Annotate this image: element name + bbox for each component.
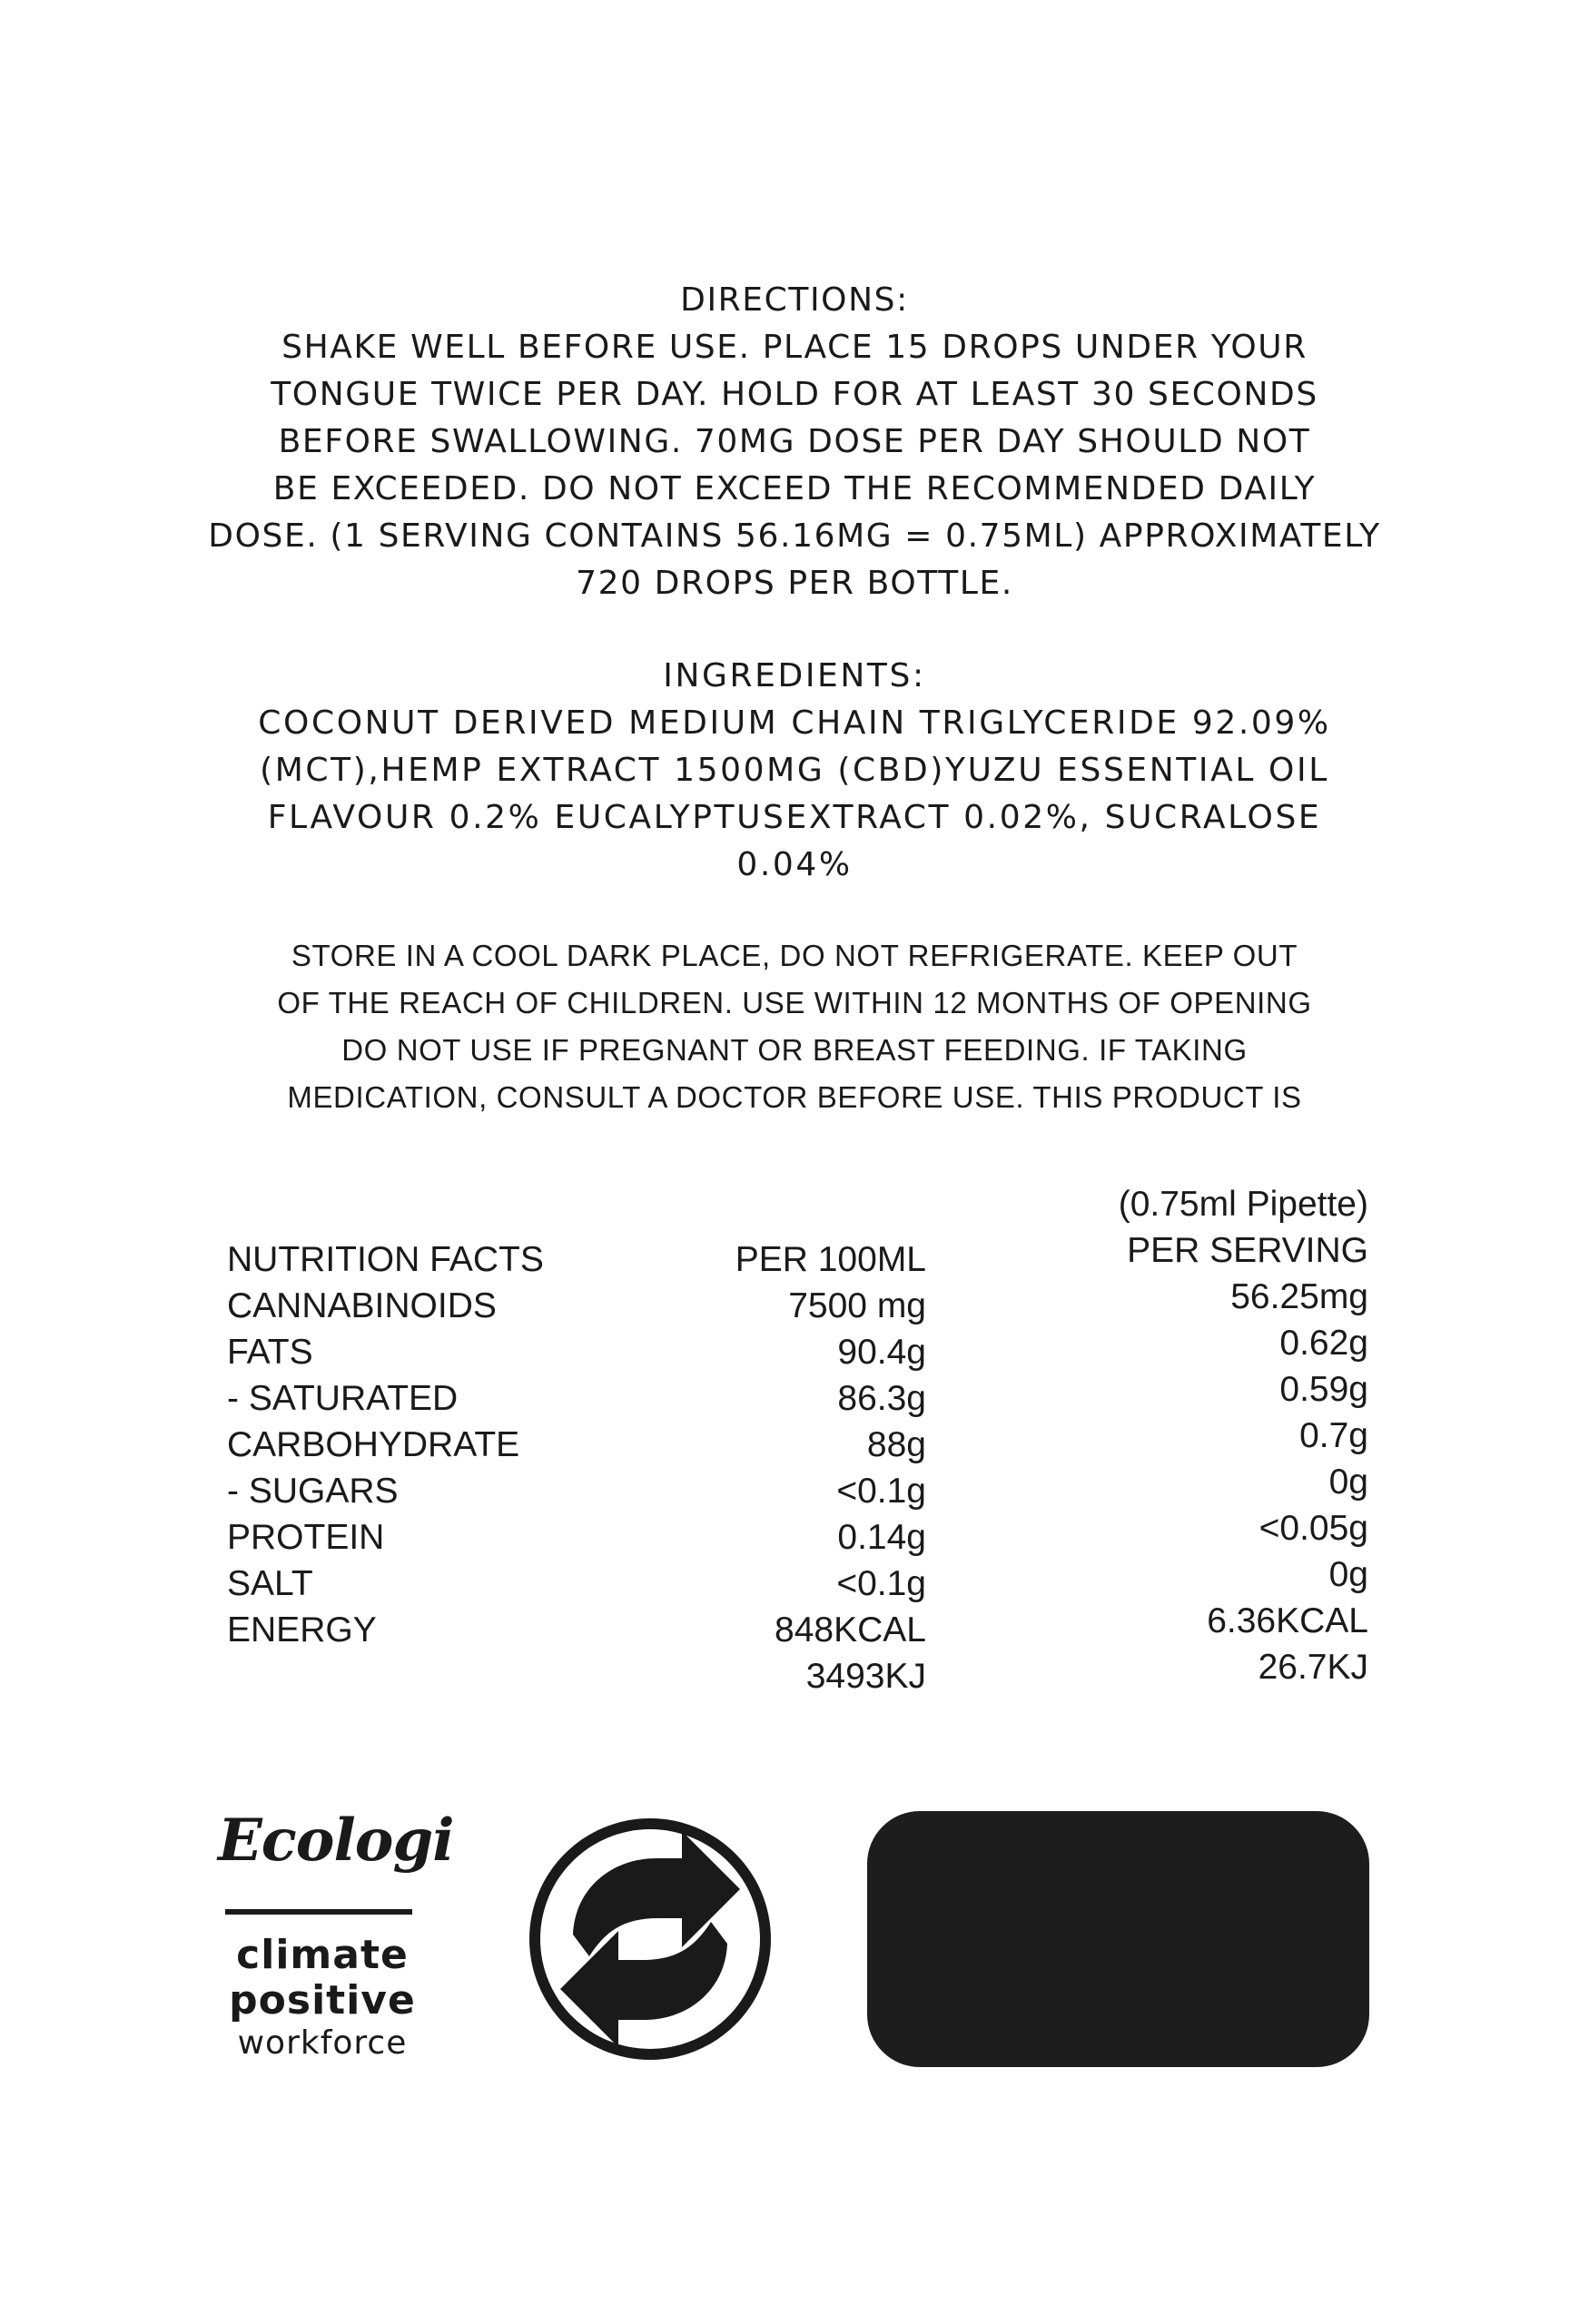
ecologi-wordmark: Ecologi [218,1807,454,1875]
directions-heading: DIRECTIONS: [680,281,909,319]
ingredients-line: 0.04% [736,846,853,883]
ecologi-underline [225,1909,412,1915]
nutrition-row-serving: 56.25mg [1230,1277,1368,1316]
black-label-box [867,1811,1369,2067]
nutrition-row-label: FATS [227,1333,313,1372]
nutrition-row-per100: 0.14g [837,1518,926,1557]
nutrition-row-per100: 7500 mg [788,1286,926,1325]
ingredients-line: (MCT),HEMP EXTRACT 1500MG (CBD)YUZU ESSENTIAL OIL [260,752,1329,789]
nutrition-row-per100: <0.1g [836,1564,926,1603]
nutrition-row-serving: 0.62g [1279,1324,1368,1363]
nutrition-row-label: ENERGY [227,1610,377,1649]
nutrition-row-per100: <0.1g [836,1472,926,1511]
ecologi-positive: positive [229,1977,416,2024]
nutrition-row-serving: 0.7g [1299,1416,1368,1455]
storage-line: OF THE REACH OF CHILDREN. USE WITHIN 12 MONTHS OF OPENING [277,986,1312,1019]
nutrition-header-per100: PER 100ML [735,1240,926,1279]
nutrition-row-serving: 0.59g [1279,1370,1368,1409]
directions-line: 720 DROPS PER BOTTLE. [576,565,1013,602]
ingredients-heading: INGREDIENTS: [663,657,926,694]
nutrition-row-label: - SUGARS [227,1472,399,1511]
nutrition-row-serving: 0g [1328,1555,1368,1594]
nutrition-row-serving: <0.05g [1258,1509,1368,1548]
nutrition-row-serving: 6.36KCAL [1207,1601,1368,1640]
nutrition-row-label: - SATURATED [227,1379,459,1418]
nutrition-row-per100: 88g [866,1425,926,1464]
nutrition-row-label: PROTEIN [227,1518,385,1557]
nutrition-row-serving: 26.7KJ [1258,1648,1368,1687]
nutrition-header-serving: PER SERVING [1127,1231,1368,1270]
storage-line: DO NOT USE IF PREGNANT OR BREAST FEEDING. IF TAKING [341,1033,1248,1067]
ecologi-workforce: workforce [237,2024,408,2062]
nutrition-row-label: CARBOHYDRATE [227,1425,520,1464]
directions-line: BEFORE SWALLOWING. 70MG DOSE PER DAY SHOULD NOT [278,423,1311,460]
ingredients-line: COCONUT DERIVED MEDIUM CHAIN TRIGLYCERIDE 92.09% [258,704,1331,742]
nutrition-row-serving: 0g [1328,1462,1368,1502]
nutrition-row-per100: 86.3g [837,1379,926,1418]
ingredients-line: FLAVOUR 0.2% EUCALYPTUSEXTRACT 0.02%, SUCRALOSE [267,799,1322,836]
nutrition-row-label: SALT [227,1564,313,1603]
directions-line: BE EXCEEDED. DO NOT EXCEED THE RECOMMENDED DAILY [272,470,1317,507]
nutrition-row-per100: 3493KJ [805,1657,926,1696]
directions-line: TONGUE TWICE PER DAY. HOLD FOR AT LEAST 30 SECONDS [271,376,1318,413]
nutrition-row-per100: 90.4g [837,1333,926,1372]
directions-line: DOSE. (1 SERVING CONTAINS 56.16MG = 0.75ML) APPROXIMATELY [208,517,1381,555]
storage-line: STORE IN A COOL DARK PLACE, DO NOT REFRIGERATE. KEEP OUT [291,939,1298,972]
ecologi-climate: climate [236,1932,409,1978]
nutrition-header-label: NUTRITION FACTS [227,1240,544,1279]
storage-line: MEDICATION, CONSULT A DOCTOR BEFORE USE. THIS PRODUCT IS [287,1080,1302,1114]
ecologi-logo [218,1807,454,2070]
green-dot-recycling-svg [522,1811,778,2067]
nutrition-row-label: CANNABINOIDS [227,1286,497,1325]
nutrition-row-per100: 848KCAL [775,1610,926,1649]
pipette-note: (0.75ml Pipette) [1118,1185,1368,1224]
directions-line: SHAKE WELL BEFORE USE. PLACE 15 DROPS UNDER YOUR [281,329,1308,366]
green-dot-recycling-icon [522,1811,778,2067]
